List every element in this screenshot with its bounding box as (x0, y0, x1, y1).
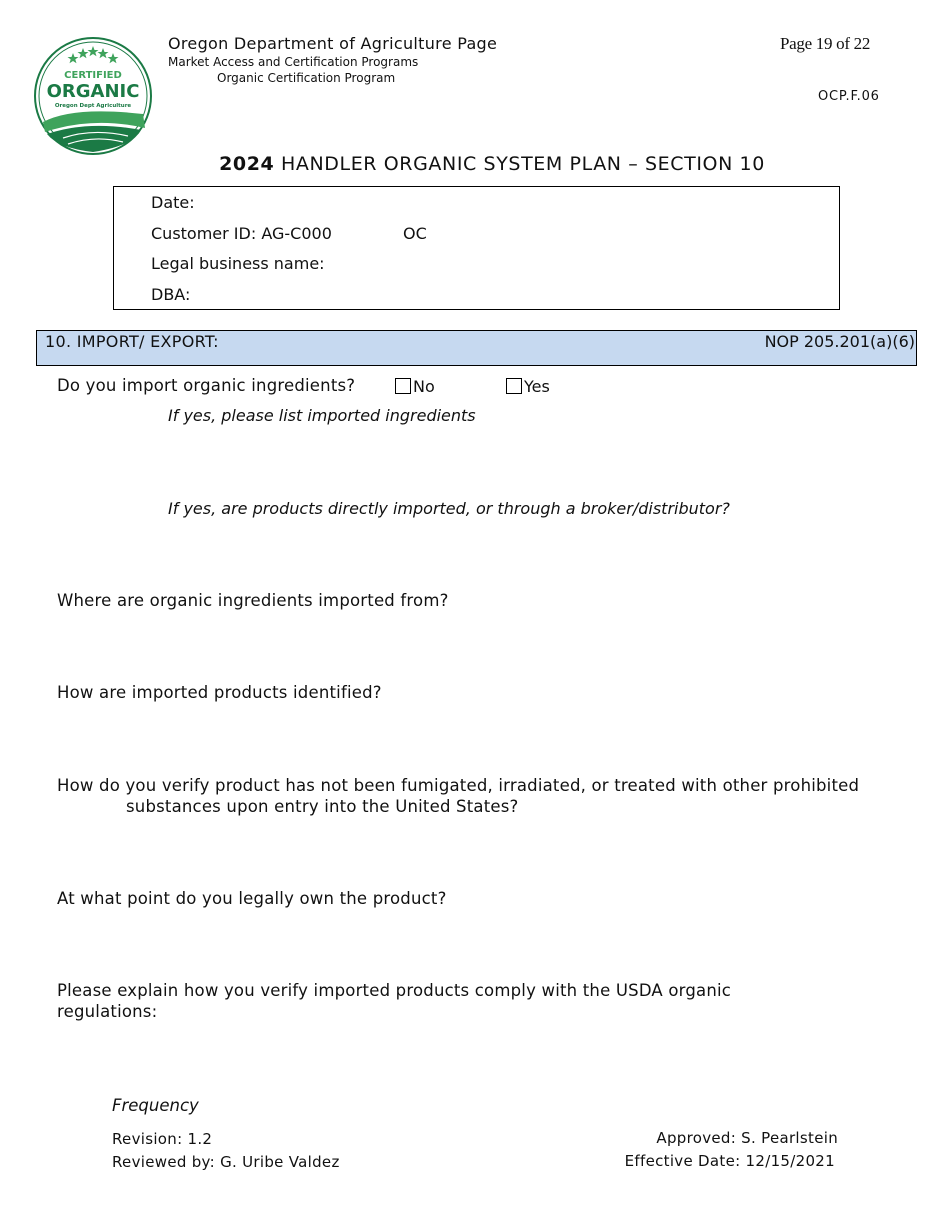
yes-checkbox[interactable] (506, 378, 522, 394)
section-header (36, 330, 917, 366)
subprogram-line: Organic Certification Program (217, 71, 396, 85)
yes-checkbox-label: Yes (524, 377, 550, 396)
agency-name: Oregon Department of Agriculture Page (168, 34, 498, 53)
question-usda-compliance: Please explain how you verify imported products comply with the USDA organic (57, 981, 732, 1000)
frequency-label: Frequency (112, 1096, 199, 1115)
customer-info-box (113, 186, 840, 310)
no-checkbox-label: No (413, 377, 435, 396)
question-fumigation-verification: How do you verify product has not been fumigated, irradiated, or treated with other prohibited (57, 776, 860, 795)
date-label: Date: (151, 193, 195, 212)
logo-main-text: ORGANIC (46, 81, 140, 102)
logo-sub-text: Oregon Dept Agriculture (54, 103, 132, 109)
legal-name-label: Legal business name: (151, 254, 325, 273)
no-checkbox[interactable] (395, 378, 411, 394)
logo-top-text: CERTIFIED (64, 70, 122, 81)
question-usda-compliance-cont: regulations: (57, 1002, 158, 1021)
reviewed-by-label: Reviewed by: G. Uribe Valdez (112, 1153, 340, 1171)
customer-id-suffix: OC (403, 224, 427, 243)
section-title: 10. IMPORT/ EXPORT: (45, 332, 219, 351)
program-line: Market Access and Certification Programs (168, 55, 419, 69)
question-import-origin: Where are organic ingredients imported from? (57, 591, 449, 610)
question-fumigation-verification-cont: substances upon entry into the United States? (126, 797, 519, 816)
page-title (0, 153, 950, 175)
import-method-prompt: If yes, are products directly imported, or through a broker/distributor? (168, 499, 730, 518)
page-number: Page 19 of 22 (780, 34, 871, 53)
section-reference: NOP 205.201(a)(6) (764, 332, 915, 351)
revision-label: Revision: 1.2 (112, 1130, 213, 1148)
certified-organic-seal-logo (33, 36, 153, 156)
list-imported-ingredients-prompt: If yes, please list imported ingredients (168, 406, 476, 425)
form-code: OCP.F.06 (818, 89, 880, 104)
approved-by-label: Approved: S. Pearlstein (656, 1129, 838, 1147)
title-text: HANDLER ORGANIC SYSTEM PLAN – SECTION 10 (274, 153, 765, 175)
dba-label: DBA: (151, 285, 191, 304)
effective-date-label: Effective Date: 12/15/2021 (624, 1152, 835, 1170)
question-import-ingredients: Do you import organic ingredients? (57, 376, 356, 395)
customer-id-label: Customer ID: AG-C000 (151, 224, 332, 243)
question-product-identification: How are imported products identified? (57, 683, 382, 702)
title-year: 2024 (219, 153, 275, 175)
question-legal-ownership: At what point do you legally own the product? (57, 889, 447, 908)
